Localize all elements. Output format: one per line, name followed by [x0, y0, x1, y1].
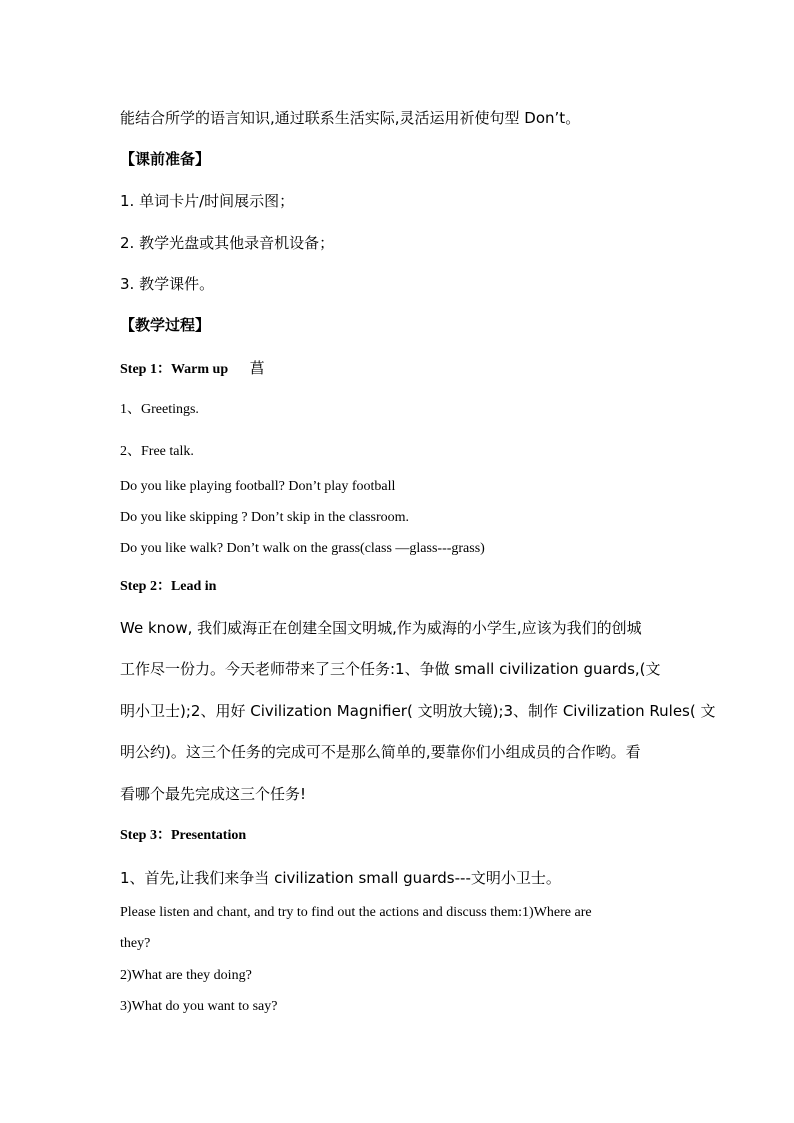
step3-question: 2)What are they doing?: [120, 968, 252, 983]
prep-item: 2. 教学光盘或其他录音机设备；: [120, 234, 335, 252]
prep-item: 1. 单词卡片/时间展示图；: [120, 192, 295, 210]
step1-mark: 菖: [249, 359, 265, 377]
step1-item: 1、Greetings.: [120, 402, 199, 417]
step2-para-line: 明小卫士);2、用好 Civilization Magnifier( 文明放大镜);3、制作 Civilization Rules( 文: [120, 702, 716, 720]
step1-title: [120, 361, 265, 377]
dialog-line: Do you like walk? Don’t walk on the grass(class —glass---grass): [120, 541, 485, 556]
step2-para-line: 工作尽一份力。今天老师带来了三个任务:1、争做 small civilization guards,(文: [120, 660, 661, 678]
step2-para-line: 看哪个最先完成这三个任务!: [120, 785, 307, 803]
dialog-line: Do you like skipping ? Don’t skip in the classroom.: [120, 510, 410, 525]
step2-para-line: We know, 我们威海正在创建全国文明城,作为威海的小学生,应该为我们的创城: [120, 619, 642, 637]
step2-title: Step 2：Lead in: [120, 579, 217, 594]
intro-text: 能结合所学的语言知识,通过联系生活实际,灵活运用祈使句型 Don’t。: [120, 109, 581, 127]
step3-question: Please listen and chant, and try to find out the actions and discuss them:1)Where are: [120, 905, 592, 920]
dialog-line: Do you like playing football? Don’t play football: [120, 479, 396, 494]
step1-item: 2、Free talk.: [120, 444, 194, 459]
prep-item: 3. 教学课件。: [120, 275, 215, 293]
prep-heading: 【课前准备】: [120, 150, 211, 168]
step3-question: 3)What do you want to say?: [120, 999, 278, 1014]
step2-para-line: 明公约)。这三个任务的完成可不是那么简单的,要靠你们小组成员的合作哟。看: [120, 743, 641, 761]
step3-title: Step 3：Presentation: [120, 828, 247, 843]
process-heading: 【教学过程】: [120, 316, 211, 334]
step1-title-text: Step 1：Warm up: [120, 362, 229, 377]
step3-question: they?: [120, 936, 151, 951]
step3-line: 1、首先,让我们来争当 civilization small guards---文明小卫士。: [120, 869, 561, 887]
